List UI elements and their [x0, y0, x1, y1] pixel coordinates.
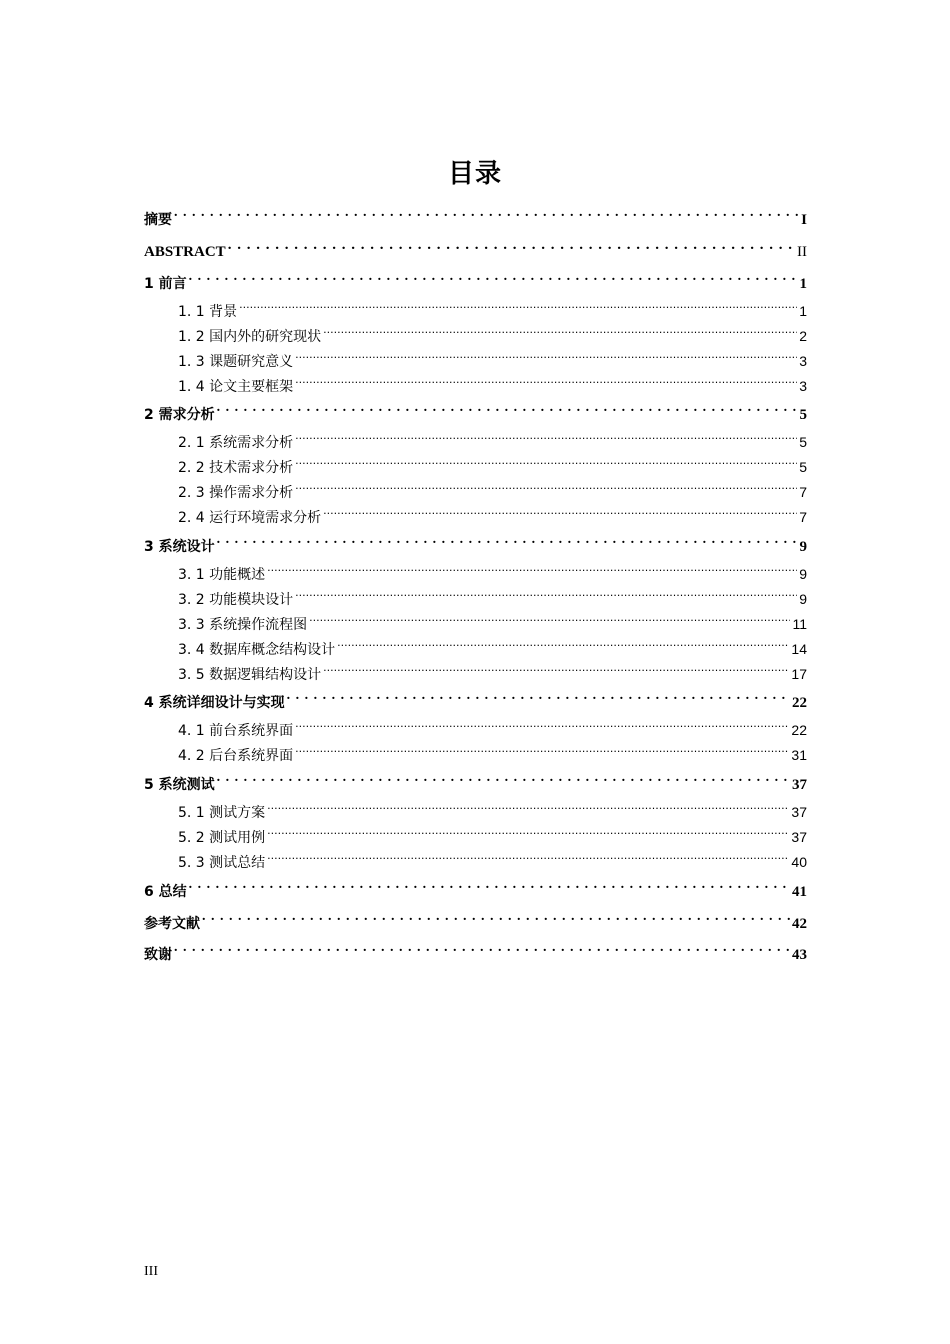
- toc-entry-title: 3 系统设计: [144, 539, 215, 555]
- toc-entry-title: 2. 2 技术需求分析: [178, 460, 294, 476]
- dot-leader: [267, 795, 789, 817]
- toc-entry-page: 9: [799, 591, 807, 607]
- toc-entry-section-5-1[interactable]: [144, 795, 807, 821]
- toc-entry-section-3-2[interactable]: [144, 582, 807, 608]
- toc-entry-page: 41: [792, 884, 807, 900]
- dot-leader: [239, 294, 797, 316]
- dot-leader: [217, 397, 798, 419]
- dot-leader: [295, 475, 797, 497]
- toc-entry-chapter-6[interactable]: [144, 874, 807, 900]
- toc-entry-title: 摘要: [144, 212, 172, 228]
- toc-entry-page: 14: [791, 641, 807, 657]
- toc-entry-page: 37: [791, 804, 807, 820]
- toc-entry-title: 3. 1 功能概述: [178, 567, 266, 583]
- toc-entry-title: 2. 1 系统需求分析: [178, 435, 294, 451]
- toc-entry-page: 40: [791, 854, 807, 870]
- toc-entry-title: 5. 3 测试总结: [178, 855, 266, 871]
- toc-entry-section-1-4[interactable]: [144, 369, 807, 395]
- toc-entry-title: 4 系统详细设计与实现: [144, 695, 285, 711]
- toc-entry-page: 2: [799, 328, 807, 344]
- toc-entry-page: 5: [799, 434, 807, 450]
- toc-entry-page: 1: [799, 303, 807, 319]
- dot-leader: [295, 450, 797, 472]
- dot-leader: [174, 937, 790, 959]
- toc-entry-section-1-2[interactable]: [144, 319, 807, 345]
- dot-leader: [287, 685, 790, 707]
- toc-entry-page: 31: [791, 747, 807, 763]
- toc-entry-chapter-4[interactable]: [144, 685, 807, 711]
- toc-entry-title: 5. 1 测试方案: [178, 805, 266, 821]
- toc-entry-title: 1. 1 背景: [178, 304, 238, 320]
- toc-entry-title: 1. 2 国内外的研究现状: [178, 329, 322, 345]
- toc-entry-title: 3. 5 数据逻辑结构设计: [178, 667, 322, 683]
- dot-leader: [174, 202, 799, 224]
- toc-entry-acknowledgements[interactable]: [144, 937, 807, 963]
- toc-entry-section-2-3[interactable]: [144, 475, 807, 501]
- dot-leader: [295, 369, 797, 391]
- toc-entry-section-5-3[interactable]: [144, 845, 807, 871]
- toc-entry-title: ABSTRACT: [144, 244, 226, 260]
- toc-entry-page: 17: [791, 666, 807, 682]
- toc-entry-title: 4. 2 后台系统界面: [178, 748, 294, 764]
- toc-entry-title: 致谢: [144, 947, 172, 963]
- toc-entry-references[interactable]: [144, 906, 807, 932]
- toc-entry-title: 4. 1 前台系统界面: [178, 723, 294, 739]
- toc-entry-chapter-1[interactable]: [144, 266, 807, 292]
- toc-entry-page: 37: [791, 829, 807, 845]
- toc-entry-title: 2. 3 操作需求分析: [178, 485, 294, 501]
- toc-entry-page: 9: [799, 566, 807, 582]
- dot-leader: [267, 820, 789, 842]
- toc-entry-page: 3: [799, 378, 807, 394]
- toc-entry-title: 6 总结: [144, 884, 187, 900]
- toc-entry-title: 5. 2 测试用例: [178, 830, 266, 846]
- dot-leader: [217, 529, 798, 551]
- toc-entry-section-2-4[interactable]: [144, 500, 807, 526]
- toc-entry-page: 22: [791, 722, 807, 738]
- toc-entry-title: 2. 4 运行环境需求分析: [178, 510, 322, 526]
- toc-entry-section-3-1[interactable]: [144, 557, 807, 583]
- dot-leader: [267, 557, 797, 579]
- dot-leader: [323, 657, 789, 679]
- toc-entry-section-5-2[interactable]: [144, 820, 807, 846]
- dot-leader: [337, 632, 789, 654]
- toc-entry-title: 3. 4 数据库概念结构设计: [178, 642, 336, 658]
- toc-entry-page: 5: [799, 459, 807, 475]
- toc-entry-section-3-3[interactable]: [144, 607, 807, 633]
- toc-entry-page: 43: [792, 947, 807, 963]
- toc-entry-page: 42: [792, 916, 807, 932]
- dot-leader: [295, 738, 789, 760]
- dot-leader: [295, 344, 797, 366]
- toc-entry-section-3-4[interactable]: [144, 632, 807, 658]
- dot-leader: [228, 234, 795, 256]
- toc-entry-chapter-3[interactable]: [144, 529, 807, 555]
- toc-entry-page: 5: [799, 407, 807, 423]
- dot-leader: [202, 906, 790, 928]
- toc-entry-page: 22: [792, 695, 807, 711]
- dot-leader: [217, 767, 790, 789]
- toc-entry-page: 7: [799, 509, 807, 525]
- toc-entry-page: II: [797, 244, 807, 260]
- toc-entry-title: 2 需求分析: [144, 407, 215, 423]
- toc-entry-title: 3. 2 功能模块设计: [178, 592, 294, 608]
- toc-entry-title: 1 前言: [144, 276, 187, 292]
- dot-leader: [189, 874, 790, 896]
- toc-entry-chapter-2[interactable]: [144, 397, 807, 423]
- dot-leader: [323, 319, 797, 341]
- toc-entry-section-3-5[interactable]: [144, 657, 807, 683]
- dot-leader: [189, 266, 798, 288]
- dot-leader: [295, 425, 797, 447]
- dot-leader: [309, 607, 790, 629]
- dot-leader: [295, 582, 797, 604]
- toc-entry-abstract-en[interactable]: [144, 234, 807, 260]
- toc-entry-title: 参考文献: [144, 916, 200, 932]
- toc-entry-title: 3. 3 系统操作流程图: [178, 617, 308, 633]
- toc-title: 目录: [447, 159, 502, 189]
- toc-entry-page: 7: [799, 484, 807, 500]
- toc-entry-section-4-2[interactable]: [144, 738, 807, 764]
- toc-entry-chapter-5[interactable]: [144, 767, 807, 793]
- toc-entry-page: 1: [799, 276, 807, 292]
- toc-entry-page: 37: [792, 777, 807, 793]
- toc-entry-section-4-1[interactable]: [144, 713, 807, 739]
- toc-entry-section-2-2[interactable]: [144, 450, 807, 476]
- toc-entry-title: 1. 4 论文主要框架: [178, 379, 294, 395]
- toc-entry-page: I: [801, 212, 807, 228]
- toc-entry-page: 3: [799, 353, 807, 369]
- toc-entry-abstract-cn[interactable]: [144, 202, 807, 228]
- toc-entry-page: 11: [792, 616, 807, 632]
- toc-entry-title: 5 系统测试: [144, 777, 215, 793]
- toc-entry-section-1-3[interactable]: [144, 344, 807, 370]
- footer-page-number: III: [144, 1264, 158, 1279]
- dot-leader: [267, 845, 789, 867]
- toc-entry-section-2-1[interactable]: [144, 425, 807, 451]
- toc-entry-section-1-1[interactable]: [144, 294, 807, 320]
- dot-leader: [323, 500, 797, 522]
- dot-leader: [295, 713, 789, 735]
- toc-entry-title: 1. 3 课题研究意义: [178, 354, 294, 370]
- toc-entry-page: 9: [799, 539, 807, 555]
